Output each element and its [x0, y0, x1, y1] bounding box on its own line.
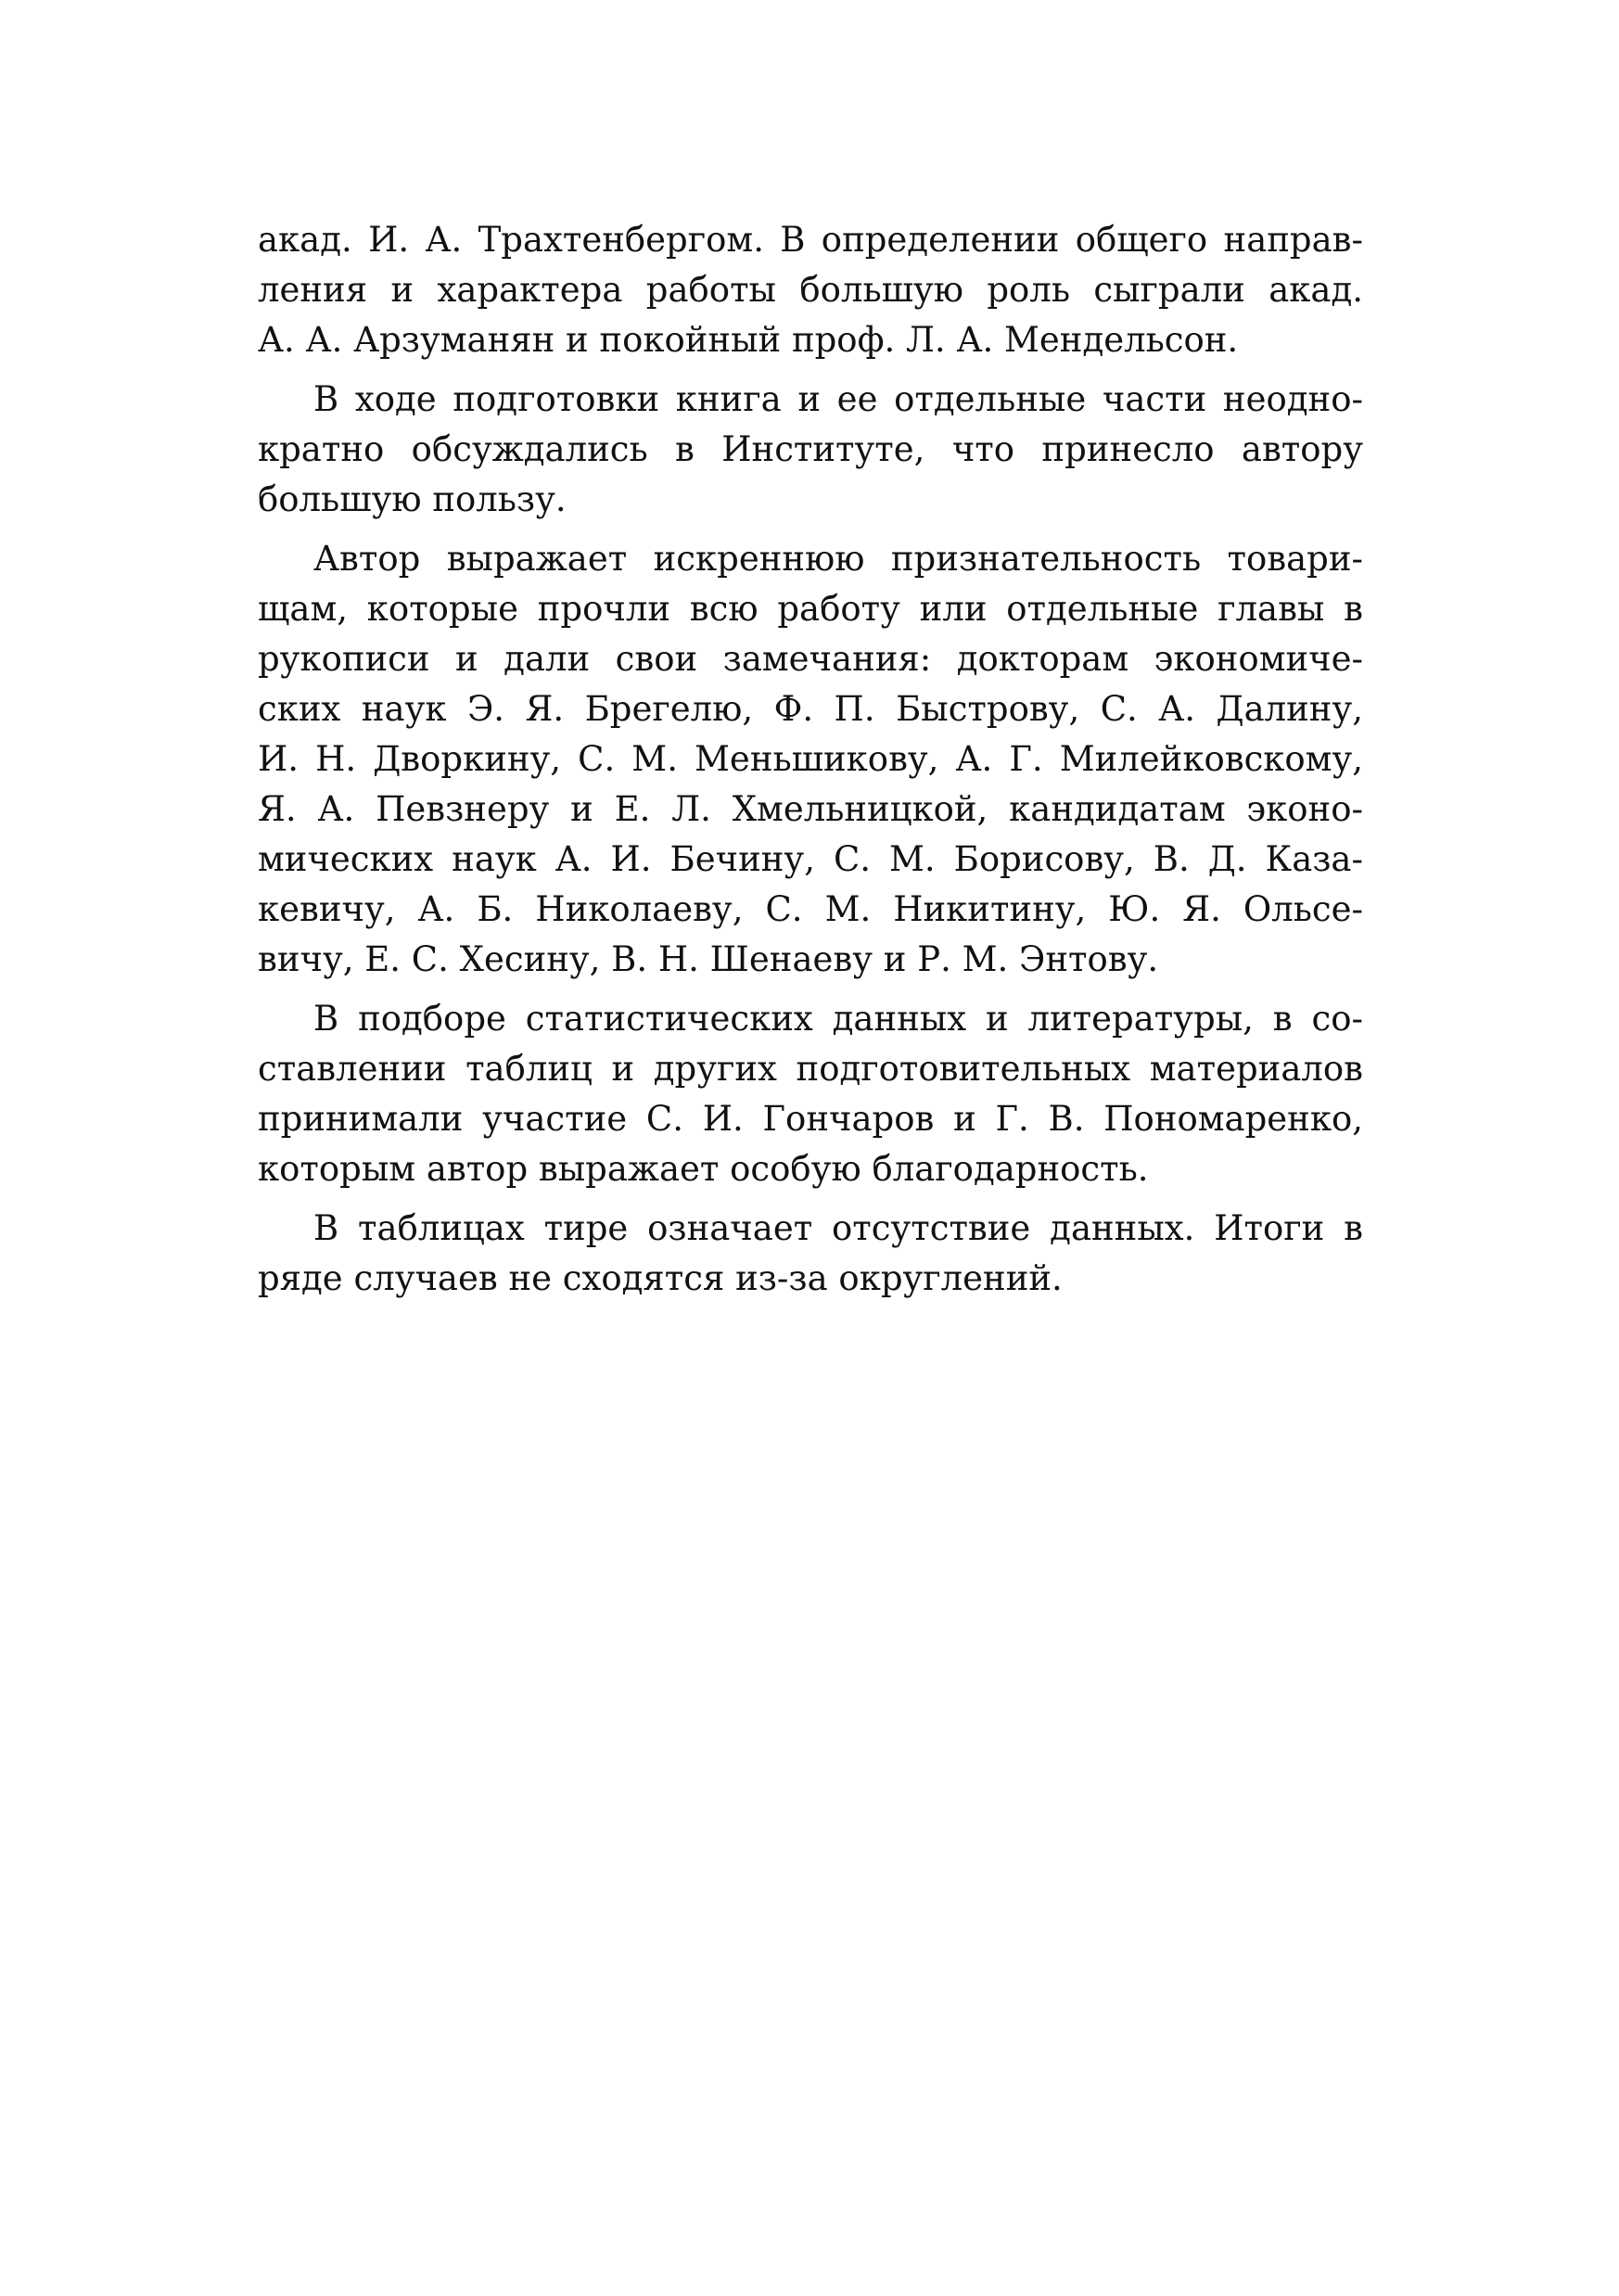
paragraph-table-notes	[258, 1204, 1363, 1304]
text-line: ских наук Э. Я. Брегелю, Ф. П. Быстрову, С. А. Далину,	[258, 689, 1363, 729]
text-line: мических наук А. И. Бечину, С. М. Борисову, В. Д. Каза-	[258, 839, 1363, 879]
text-line: ряде случаев не сходятся из-за округлений.	[258, 1258, 1063, 1298]
text-line: Автор выражает искреннюю признательность товари-	[313, 539, 1363, 579]
text-line: В таблицах тире означает отсутствие данных. Итоги в	[313, 1208, 1363, 1248]
paragraph-institute-discussion	[258, 375, 1363, 525]
text-line: акад. И. А. Трахтенбергом. В определении общего направ-	[258, 220, 1363, 260]
text-line: Я. А. Певзнеру и Е. Л. Хмельницкой, кандидатам эконо-	[258, 789, 1363, 829]
paragraph-acknowledgment-direction	[258, 215, 1363, 365]
text-line: В подборе статистических данных и литературы, в со-	[313, 999, 1363, 1039]
paragraph-reviewers	[258, 534, 1363, 985]
text-line: ставлении таблиц и других подготовительных материалов	[258, 1049, 1363, 1089]
text-line: А. А. Арзуманян и покойный проф. Л. А. Мендельсон.	[258, 320, 1239, 360]
text-line: большую пользу.	[258, 479, 567, 519]
text-line: щам, которые прочли всю работу или отдельные главы в	[258, 589, 1363, 629]
text-line: кевичу, А. Б. Николаеву, С. М. Никитину, Ю. Я. Ольсе-	[258, 889, 1363, 929]
text-line: ления и характера работы большую роль сыграли акад.	[258, 270, 1363, 310]
text-line: В ходе подготовки книга и ее отдельные части неодно-	[313, 379, 1363, 419]
body-text	[258, 215, 1363, 1313]
text-line: которым автор выражает особую благодарность.	[258, 1149, 1149, 1189]
text-line: рукописи и дали свои замечания: докторам экономиче-	[258, 639, 1363, 679]
paragraph-statistics-help	[258, 994, 1363, 1194]
text-line: принимали участие С. И. Гончаров и Г. В. Пономаренко,	[258, 1099, 1363, 1139]
text-line: вичу, Е. С. Хесину, В. Н. Шенаеву и Р. М. Энтову.	[258, 939, 1159, 979]
text-line: И. Н. Дворкину, С. М. Меньшикову, А. Г. Милейковскому,	[258, 739, 1363, 779]
text-line: кратно обсуждались в Институте, что принесло автору	[258, 429, 1363, 469]
